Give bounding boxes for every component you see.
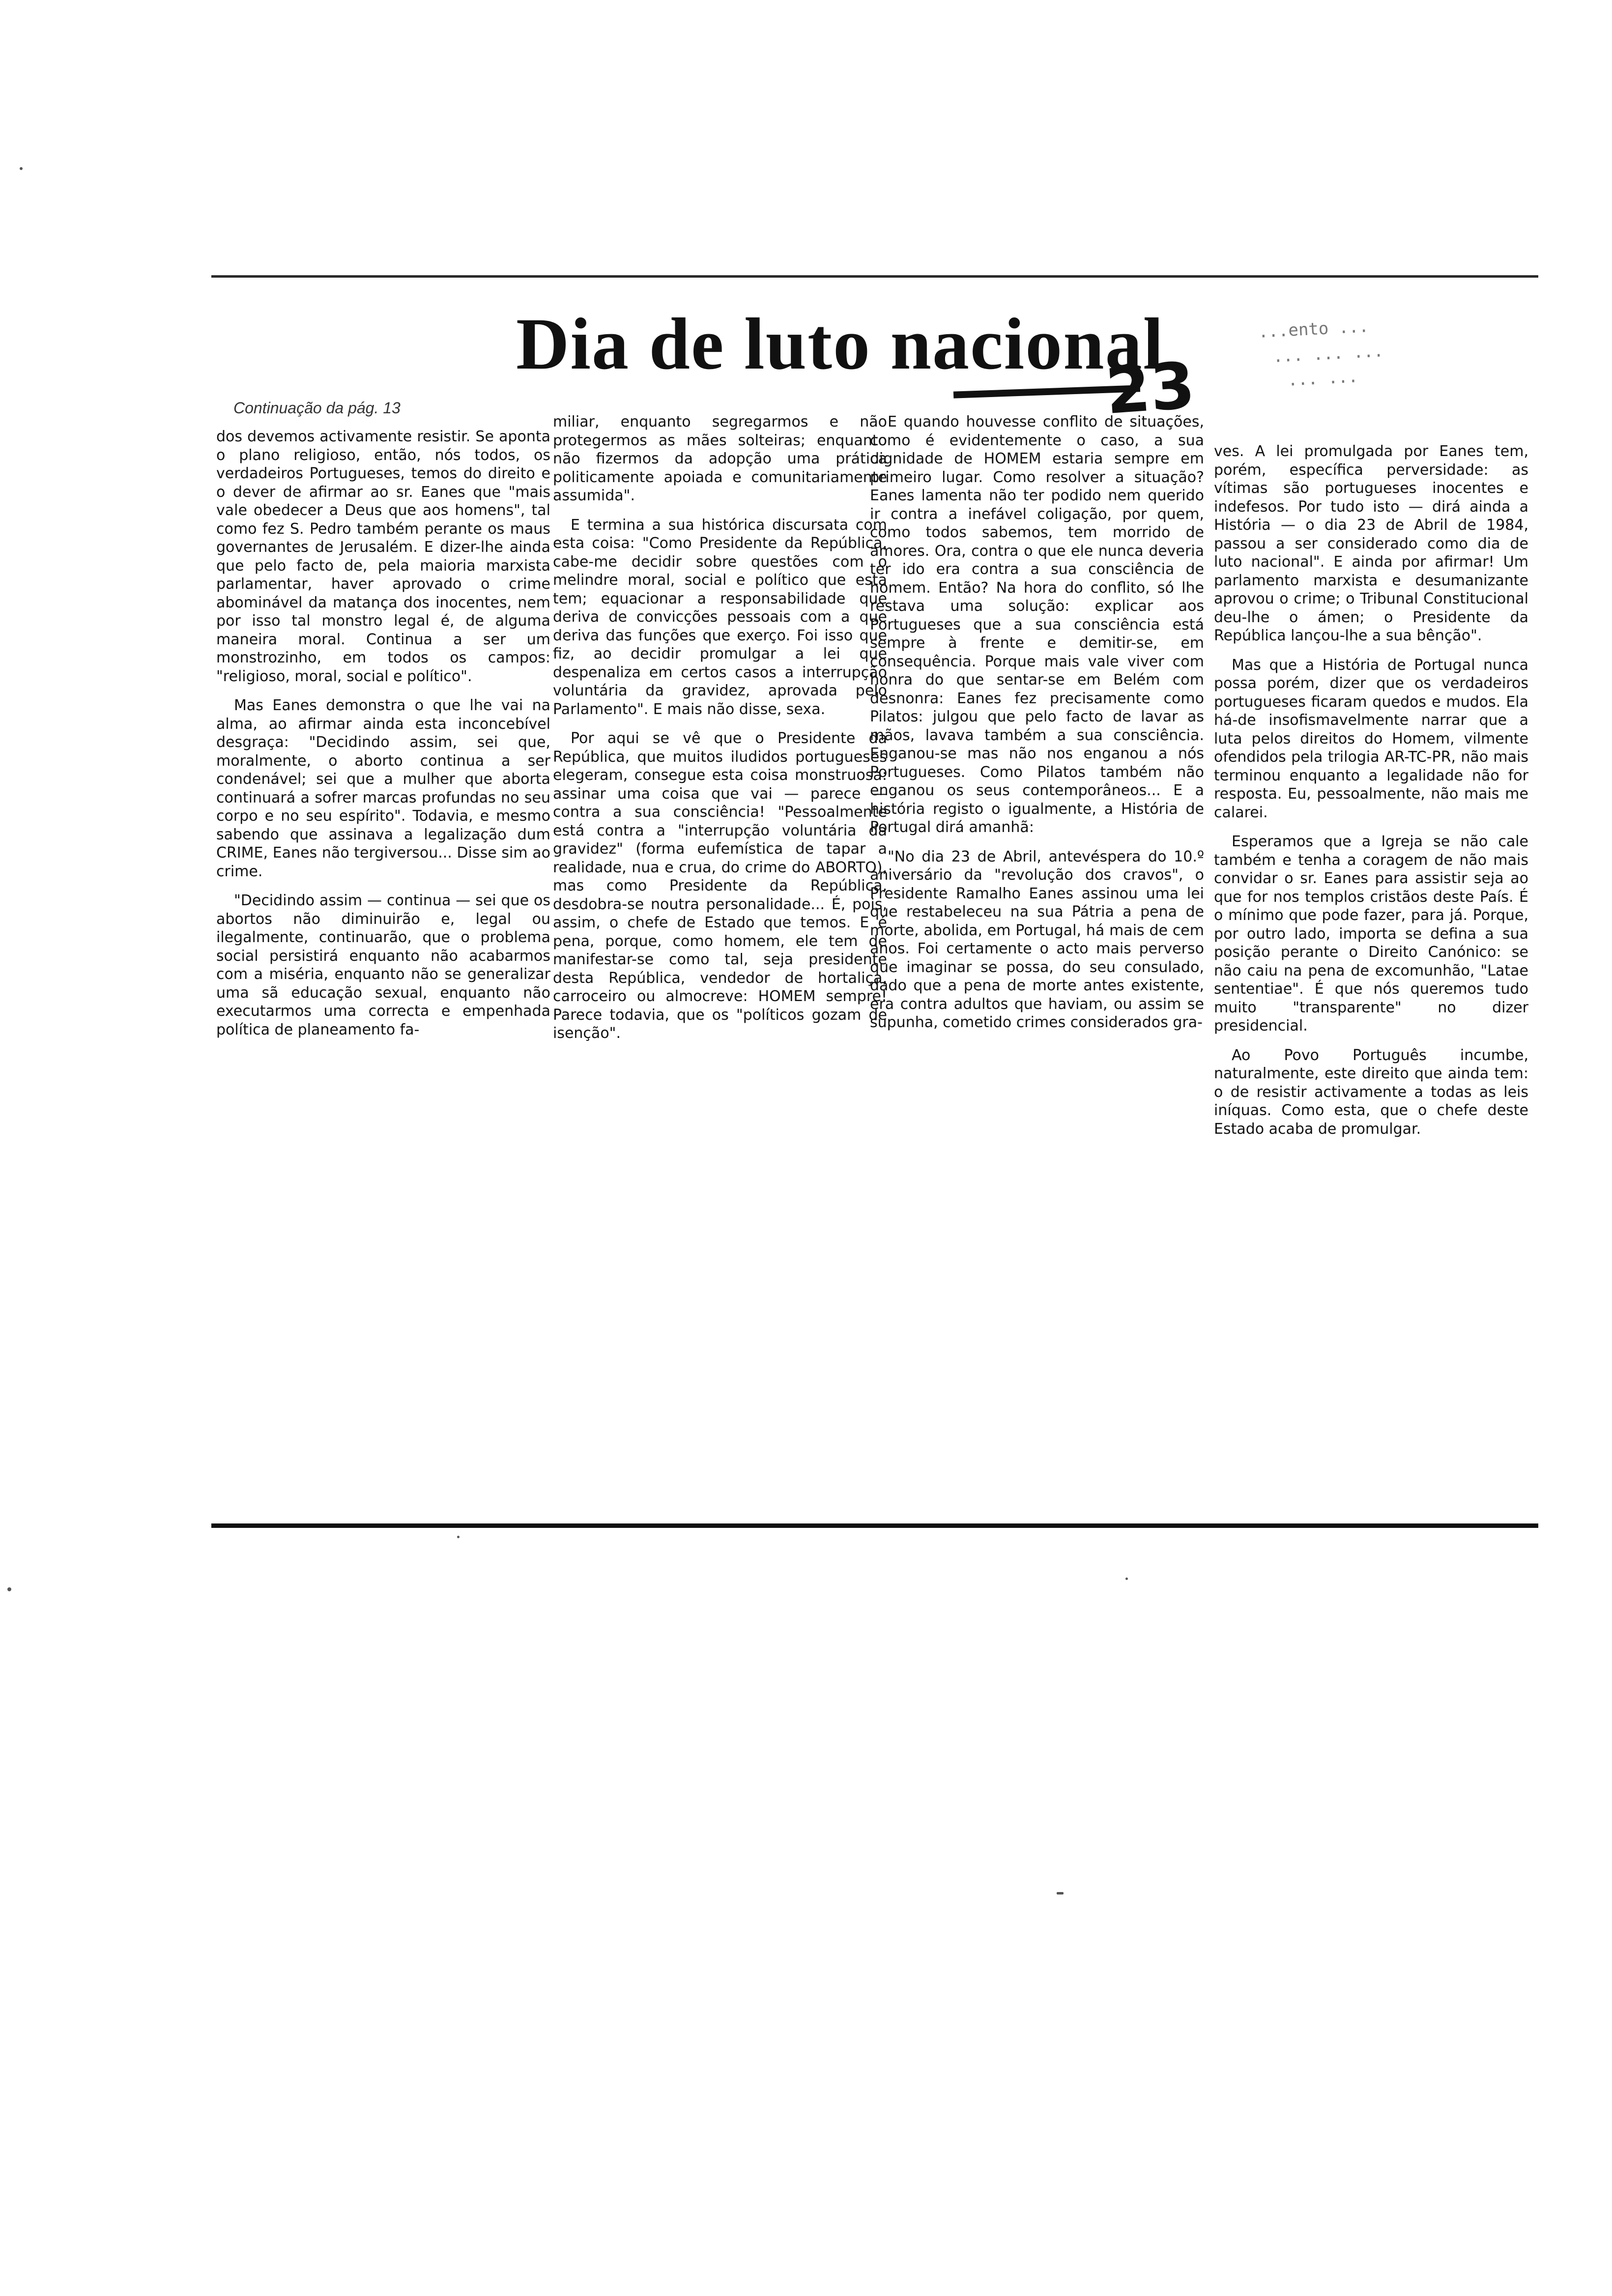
faint-stamp-text-3: ... ...: [1287, 367, 1359, 390]
paragraph: Mas Eanes demonstra o que lhe vai na alma, ao afirmar ainda esta inconcebível desgraça: "Decidindo assim, sei que, moralmente, o aborto continua a ser condenável; sei que a mulher que aborta continuará a sofrer marcas profundas no seu corpo e no seu espírito". Todavia, e mesmo sabendo que assinava a legalização dum CRIME, Eanes não tergiversou... Disse sim ao crime.: [216, 697, 550, 880]
paragraph: ves. A lei promulgada por Eanes tem, porém, específica perversidade: as vítimas são portugueses inocentes e indefesos. Por tudo isto — dirá ainda a História — o dia 23 de Abril de 1984, passou a ser considerado como dia de luto nacional". E ainda por afirmar! Um parlamento marxista e desumanizante aprovou o crime; o Tribunal Constitucional deu-lhe o ámen; o Presidente da República lançou-lhe a sua bênção".: [1214, 443, 1528, 644]
newspaper-clipping: [211, 265, 1538, 1563]
faint-stamp-text-1: ...ento ...: [1258, 316, 1370, 342]
top-rule: [211, 275, 1538, 278]
article-column-2: [553, 413, 887, 1054]
bottom-rule: [211, 1523, 1538, 1528]
scan-speck: [1125, 1578, 1128, 1580]
article-column-4: [1214, 442, 1528, 1149]
article-column-1: [216, 428, 550, 1050]
continuation-note: Continuação da pág. 13: [233, 399, 401, 417]
paragraph: E termina a sua histórica discursata com esta coisa: "Como Presidente da República, cabe-me decidir sobre questões com o melindre moral, social e político que esta tem; equacionar a responsabilidade que deriva de convicções pessoais com a que deriva das funções que exerço. Foi isso que fiz, ao decidir promulgar a lei que despenaliza em certos casos a interrupção voluntária da gravidez, aprovada pelo Parlamento". E mais não disse, sexa.: [553, 516, 887, 718]
paragraph: E quando houvesse conflito de situações, como é evidentemente o caso, a sua dignidade de HOMEM estaria sempre em primeiro lugar. Como resolver a situação? Eanes lamenta não ter podido nem querido ir contra a inefável coligação, por quem, como todos sabemos, tem morrido de amores. Ora, contra o que ele nunca deveria ter ido era contra a sua consciência de homem. Então? Na hora do conflito, só lhe restava uma solução: explicar aos Portugueses que a sua consciência está sempre à frente e demitir-se, em consequência. Porque mais vale viver com honra do que sentar-se em Belém com desnonra: Eanes fez precisamente como Pilatos: julgou que pelo facto de lavar as mãos, lavava também a sua consciência. Enganou-se mas não nos enganou a nós Portugueses. Como Pilatos também não enganou os seus contemporâneos... E a história registo o igualmente, a História de Portugal dirá amanhã:: [870, 413, 1204, 836]
paragraph: "Decidindo assim — continua — sei que os abortos não diminuirão e, legal ou ilegalmente, continuarão, que o problema social persistirá enquanto não acabarmos com a miséria, enquanto não se generalizar uma sã educação sexual, enquanto não executarmos uma correcta e empenhada política de planeamento fa-: [216, 892, 550, 1038]
headline: Dia de luto nacional: [516, 303, 1165, 385]
article-column-3: [870, 413, 1204, 1043]
paragraph: miliar, enquanto segregarmos e não protegermos as mães solteiras; enquanto não fizermos da adopção uma prática politicamente apoiada e comunitariamente assumida".: [553, 413, 887, 504]
scan-speck: [7, 1587, 11, 1591]
paragraph: Mas que a História de Portugal nunca possa porém, dizer que os verdadeiros portugueses ficaram quedos e mudos. Ela há-de insofismavelmente narrar que a luta pelos direitos do Homem, vilmente ofendidos pela trilogia AR-TC-PR, não mais terminou enquanto a legalidade não for resposta. Eu, pessoalmente, não mais me calarei.: [1214, 656, 1528, 821]
paragraph: dos devemos activamente resistir. Se aponta o plano religioso, então, nós todos, os verdadeiros Portugueses, temos do direito e o dever de afirmar ao sr. Eanes que "mais vale obedecer a Deus que aos homens", tal como fez S. Pedro também perante os maus governantes de Jerusalém. E dizer-lhe ainda que pelo facto de, pela maioria marxista parlamentar, haver aprovado o crime abominável da matança dos inocentes, nem por isso tal monstro legal é, de alguma maneira moral. Continua a ser um monstrozinho, em todos os campos: "religioso, moral, social e político".: [216, 428, 550, 685]
paragraph: Esperamos que a Igreja se não cale também e tenha a coragem de não mais convidar o sr. Eanes para assistir seja ao que for nos templos cristãos deste País. É o mínimo que pode fazer, para já. Porque, por outro lado, importa se defina a sua posição perante o Direito Canónico: se não caiu na pena de excomunhão, "Latae sententiae". É que nós queremos tudo muito "transparente" no dizer presidencial.: [1214, 833, 1528, 1034]
scan-speck: [20, 167, 23, 170]
paragraph: Por aqui se vê que o Presidente da República, que muitos iludidos portugueses elegeram, consegue esta coisa monstruosa: assinar uma coisa que vai — parece — contra a sua consciência! "Pessoalmente está contra a "interrupção voluntária da gravidez" (forma eufemística de tapar a realidade, nua e crua, do crime do ABORTO), mas como Presidente da República, desdobra-se noutra personalidade... É, pois, assim, o chefe de Estado que temos. E é pena, porque, como homem, ele tem de manifestar-se como tal, seja presidente desta República, vendedor de hortaliça, carroceiro ou almocreve: HOMEM sempre! Parece todavia, que os "políticos gozam de isenção".: [553, 730, 887, 1042]
faint-stamp-text-2: ... ... ...: [1272, 341, 1384, 367]
paragraph: Ao Povo Português incumbe, naturalmente, este direito que ainda tem: o de resistir activamente a todas as leis iníquas. Como esta, que o chefe deste Estado acaba de promulgar.: [1214, 1046, 1528, 1138]
paragraph: "No dia 23 de Abril, antevéspera do 10.º aniversário da "revolução dos cravos", o Presidente Ramalho Eanes assinou uma lei que restabeleceu na sua Pátria a pena de morte, abolida, em Portugal, há mais de cem anos. Foi certamente o acto mais perverso que imaginar se possa, do seu consulado, dado que a pena de morte antes existente, era contra adultos que haviam, ou assim se supunha, cometido crimes considerados gra-: [870, 848, 1204, 1031]
scan-speck: [457, 1536, 460, 1538]
handwritten-page-mark: 23: [1103, 347, 1198, 429]
scan-speck: [1057, 1892, 1064, 1894]
